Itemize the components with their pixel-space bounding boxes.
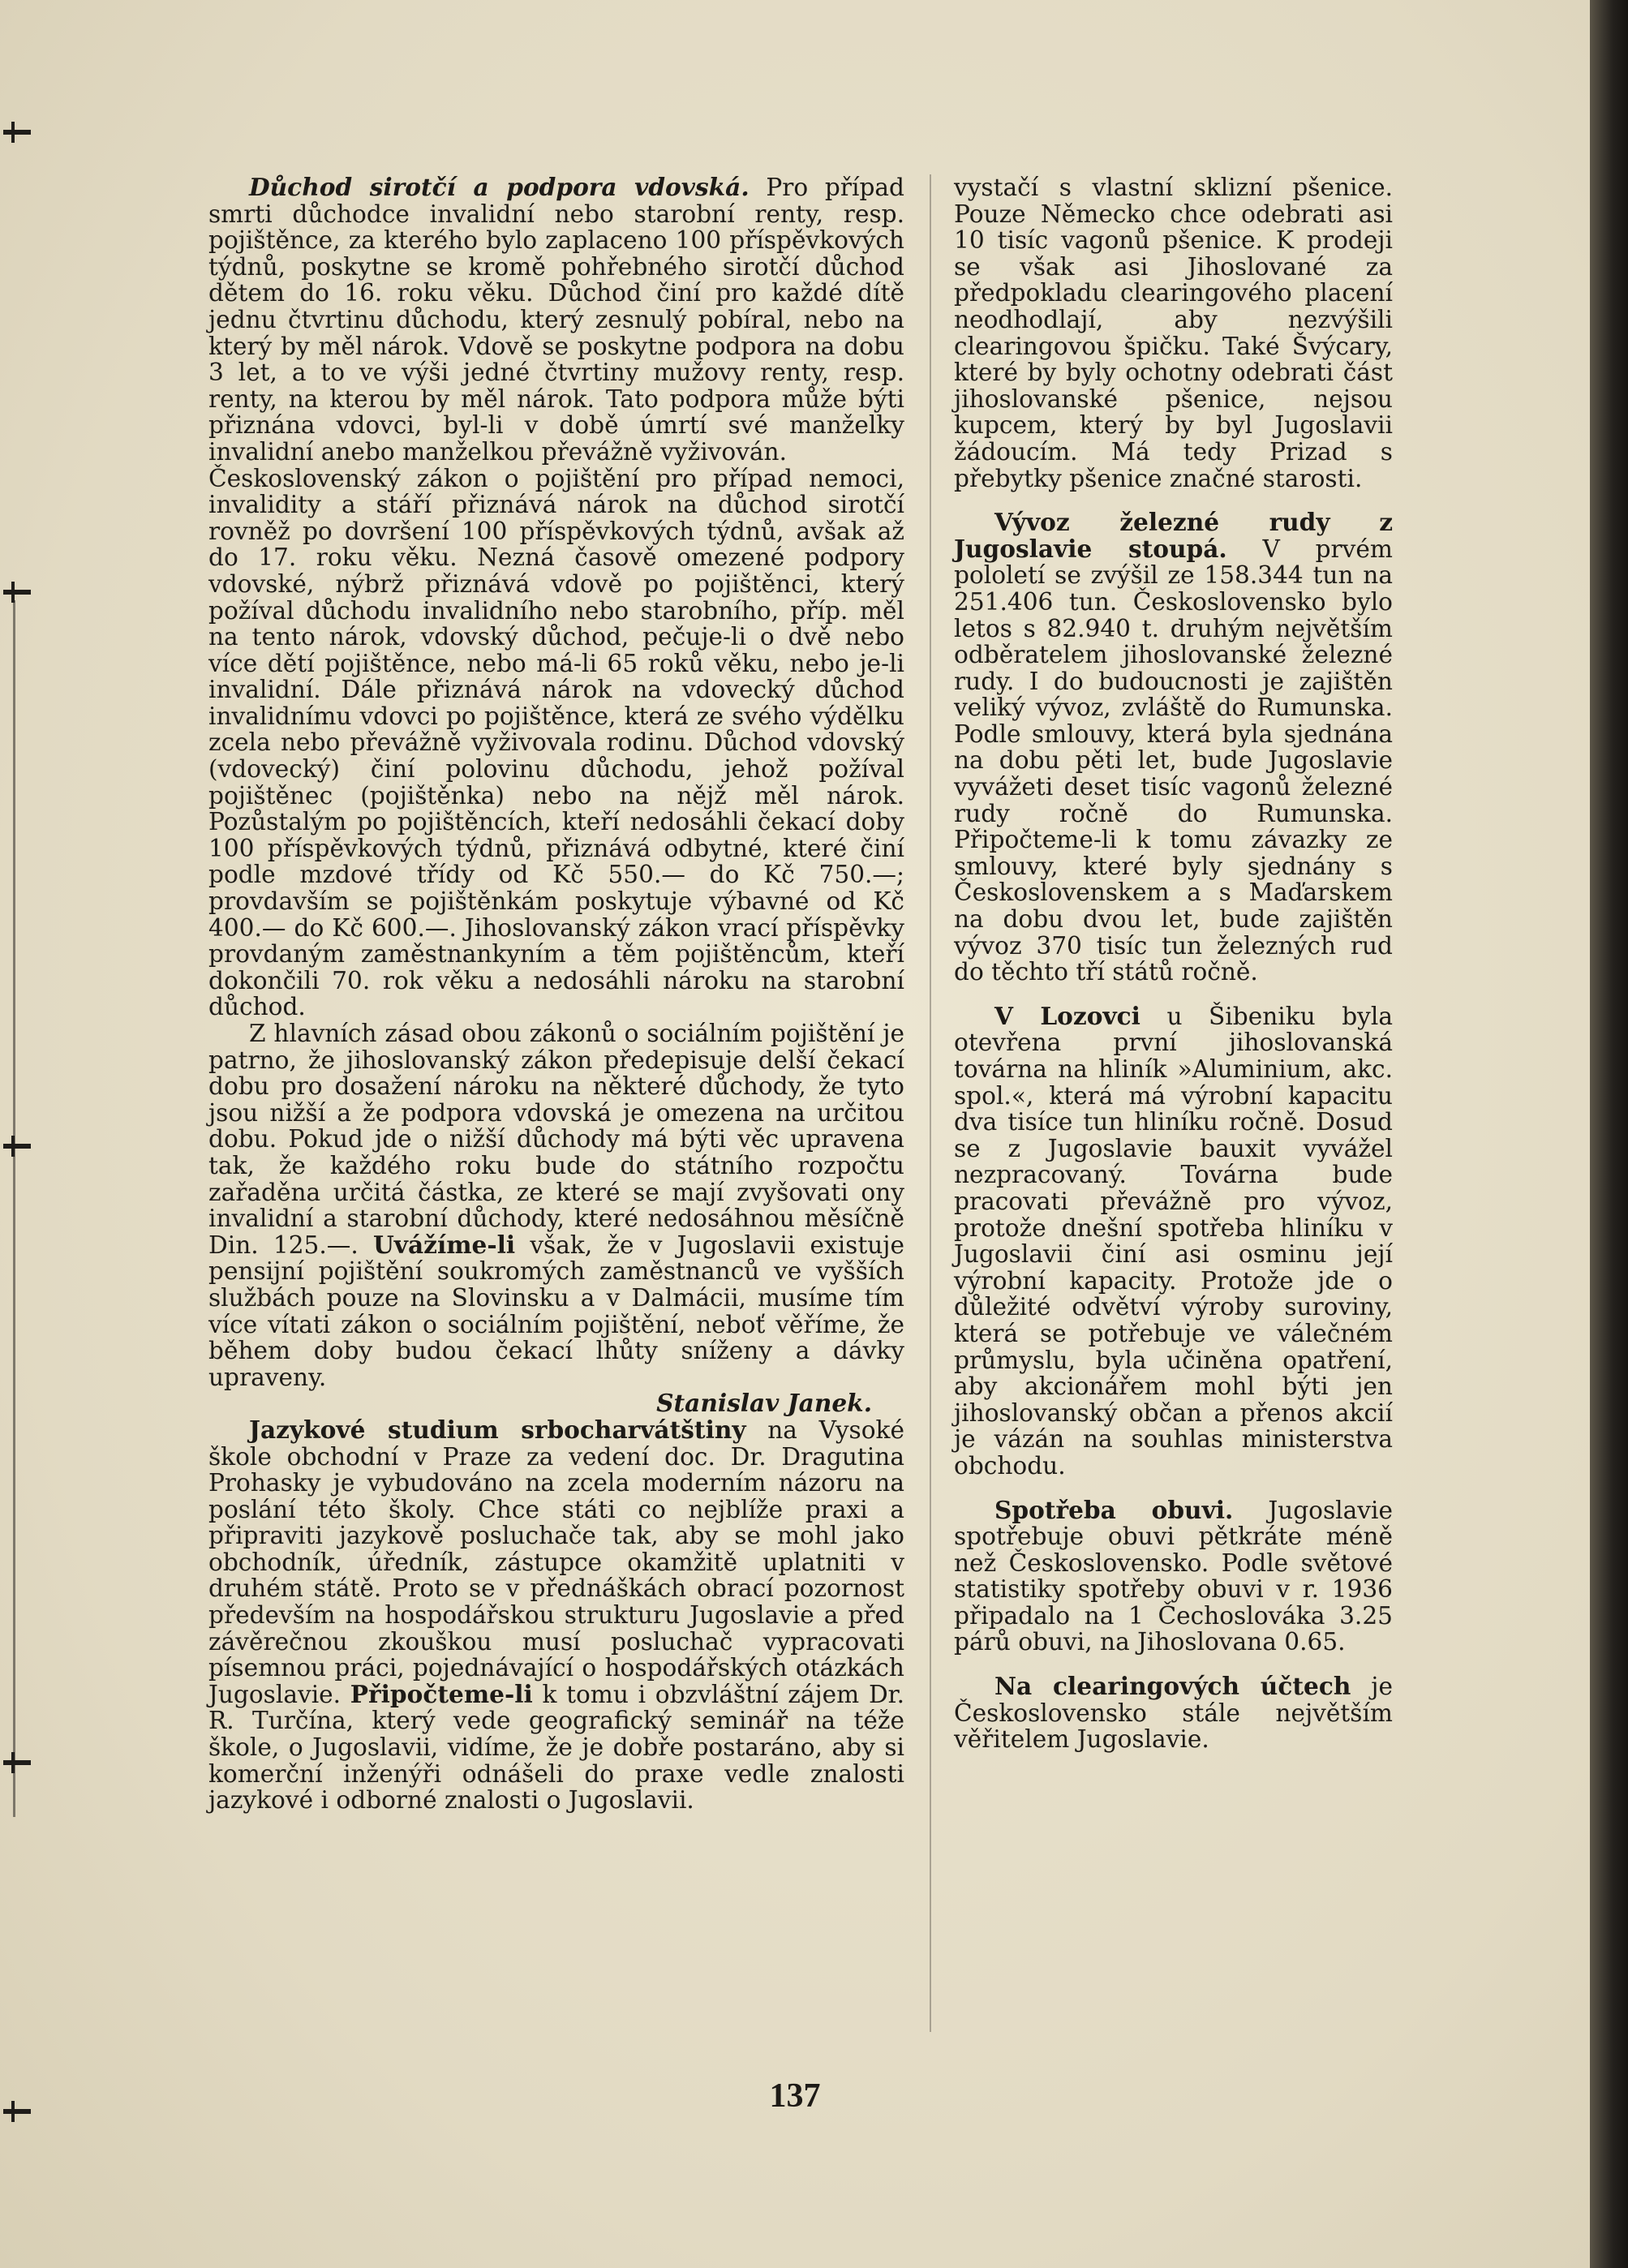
binding-mark bbox=[3, 1760, 31, 1765]
right-column bbox=[954, 174, 1393, 1753]
binding-line bbox=[13, 600, 15, 1817]
paragraph-orphan-pension bbox=[208, 174, 904, 466]
heading-iron-ore: Vývoz železné rudy bbox=[994, 508, 1330, 537]
paragraph-czechoslovak-law bbox=[208, 466, 904, 1020]
heading-language-study: Jazykové studium srbocharvátštiny bbox=[249, 1415, 746, 1444]
paragraph-text: však, že v Jugoslavii existuje pensijní pojištění soukromých zaměstnanců ve vyšších službách pouze na Slovinsku a v Dalmácii, musíme tím více vítati zákon o sociálním pojištění, neboť věříme, že během doby budou čekací lhůty sníženy a dávky upraveny. bbox=[208, 1231, 904, 1391]
left-column bbox=[208, 174, 904, 1814]
heading-footwear: Spotřeba obuvi. bbox=[994, 1495, 1234, 1524]
paragraph-text: Z hlavních zásad obou zákonů o sociálním pojištění je patrno, že jihoslovanský zákon předepisuje delší čekací dobu pro dosažení nároku na některé důchody, že tyto jsou nižší a že podpora vdovská je omezena na určitou dobu. Pokud jde o nižší důchody má býti věc upravena tak, že každého roku bude do státního rozpočtu zařaděna určitá částka, ze které se mají zvyšovati ony invalidní a starobní důchody, které nedosáhnou měsíčně Din. 125.—. bbox=[208, 1020, 904, 1259]
paragraph-wheat-continued bbox=[954, 174, 1393, 492]
binding-mark bbox=[3, 590, 31, 595]
paragraph-iron-ore bbox=[954, 509, 1393, 986]
author-signature: Stanislav Janek. bbox=[656, 1389, 872, 1418]
binding-mark bbox=[3, 1144, 31, 1149]
paragraph-text: Československý zákon o pojištění pro případ nemoci, invalidity a stáří přiznává nárok na důchod sirotčí rovněž po dovršení 100 příspěvkových týdnů, avšak až do 17. roku věku. Nezná časově omezené podpory vdovské, nýbrž přiznává vdově po pojištěnci, který požíval důchodu invalidního nebo starobního, příp. měl na tento nárok, vdovský důchod, pečuje-li o dvě nebo více dětí pojištěnce, nebo má-li 65 roků věku, nebo je-li invalidní. Dále přiznává nárok na vdovecký důchod invalidnímu vdovci po pojištěnce, která ze svého výdělku zcela nebo převážně vyživovala rodinu. Důchod vdovský (vdovecký) činí polovinu důchodu, jehož požíval pojištěnec (pojištěnka) nebo na nějž měl nárok. Pozůstalým po pojištěncích, kteří nedosáhli čekací doby 100 příspěvkových týdnů, přiznává odbytné, které činí podle mzdové třídy od Kč 550.— do Kč 750.—; provdavším se pojištěnkám poskytuje výbavné od Kč 400.— do Kč 600.—. Jihoslovanský zákon vrací příspěvky provdaným zaměstnankyním a těm pojištěncům, kteří dokončili 70. rok věku a nedosáhli nároku na starobní důchod. bbox=[208, 464, 904, 1021]
paragraph-comparison bbox=[208, 1020, 904, 1390]
paragraph-text: Pro případ smrti důchodce invalidní nebo starobní renty, resp. pojištěnce, za kterého bylo zaplaceno 100 příspěvkových týdnů, poskytne se kromě pohřebného sirotčí důchod dětem do 16. roku věku. Důchod činí pro každé dítě jednu čtvrtinu důchodu, který zesnulý pobíral, nebo na který by měl nárok. Vdově se poskytne podpora na dobu 3 let, a to ve výši jedné čtvrtiny mužovy renty, resp. renty, na kterou by měl nárok. Tato podpora může býti přiznána vdovci, byl-li v době úmrtí své manželky invalidní anebo manželkou převážně vyživován. bbox=[208, 174, 904, 466]
paragraph-text: Jugoslavie spotřebuje obuvi pětkráte méně než Československo. Podle světové statistiky spotřeby obuvi v r. 1936 připadalo na 1 Čechoslováka 3.25 párů obuvi, na Jihoslovana 0.65. bbox=[954, 1496, 1393, 1656]
paragraph-aluminium bbox=[954, 1003, 1393, 1480]
scan-edge bbox=[1590, 0, 1628, 2268]
heading-clearing: Na clearingových účtech bbox=[994, 1672, 1351, 1701]
heading-aluminium: V Lozovci bbox=[994, 1001, 1140, 1030]
heading-orphan-pension: Důchod sirotčí a podpora vdovská. bbox=[249, 173, 750, 201]
paragraph-text: na Vysoké škole obchodní v Praze za vedení doc. Dr. Dragutina Prohasky je vybudováno na zcela moderním názoru na poslání této školy. Chce státi co nejblíže praxi a připraviti jazykově posluchače tak, aby se mohl jako obchodník, úředník, zástupce okamžitě uplatniti v druhém státě. Proto se v přednáškách obrací pozornost především na hospodářskou strukturu Jugoslavie a před závěrečnou zkouškou musí posluchač vypracovati písemnou práci, pojednávající o hospodářských otázkách Jugoslavie. bbox=[208, 1415, 904, 1708]
paragraph-footwear bbox=[954, 1497, 1393, 1656]
paragraph-text: vystačí s vlastní sklizní pšenice. Pouze Německo chce odebrati asi 10 tisíc vagonů pšenice. K prodeji se však asi Jihoslované za předpokladu clearingového placení neodhodlají, aby nezvýšili clearingovou špičku. Také Švýcary, které by byly ochotny odebrati část jihoslovanské pšenice, nejsou kupcem, který by byl Jugoslavii žádoucím. Má tedy Prizad s přebytky pšenice značné starosti. bbox=[954, 174, 1393, 492]
paragraph-text: u Šibeniku byla otevřena první jihoslovanská továrna na hliník »Aluminium, akc. spol.«, která má výrobní kapacitu dva tisíce tun hliníku ročně. Dosud se z Jugoslavie bauxit vyvážel nezpracovaný. Továrna bude pracovati převážně pro vývoz, protože dnešní spotřeba hliníku v Jugoslavii činí asi osminu její výrobní kapacity. Protože jde o důležité odvětví výroby suroviny, která se potřebuje ve válečném průmyslu, byla učiněna opatření, aby akcionářem mohl býti jen jihoslovanský občan a přenos akcií je vázán na souhlas ministerstva obchodu. bbox=[954, 1002, 1393, 1480]
column-divider bbox=[930, 174, 931, 2032]
subheading-text: z Jugoslavie stoupá. bbox=[954, 508, 1393, 563]
binding-mark bbox=[3, 2109, 31, 2114]
page-number: 137 bbox=[769, 2077, 821, 2115]
binding-mark bbox=[3, 130, 31, 135]
paragraph-text: V prvém pololetí se zvýšil ze 158.344 tun na 251.406 tun. Československo bylo letos s 82.940 t. druhým největším odběratelem jihoslovanské železné rudy. I do budoucnosti je zajištěn veliký vývoz, zvláště do Rumunska. Podle smlouvy, která byla sjednána na dobu pěti let, bude Jugoslavie vyvážeti deset tisíc vagonů železné rudy ročně do Rumunska. Připočteme-li k tomu závazky ze smlouvy, které byly sjednány s Československem a s Maďarskem na dobu dvou let, bude zajištěn vývoz 370 tisíc tun železných rud do těchto tří států ročně. bbox=[954, 535, 1393, 986]
paragraph-language-study bbox=[208, 1417, 904, 1814]
paragraph-text: k tomu i obzvláštní zájem Dr. R. Turčína, který vede geografický seminář na téže škole, o Jugoslavii, vidíme, že je dobře postaráno, aby si komerční inženýři odnášeli do praxe vedle znalosti jazykové i odborné znalosti o Jugoslavii. bbox=[208, 1680, 904, 1815]
emphasis-text: Připočteme-li bbox=[350, 1679, 533, 1708]
paragraph-clearing bbox=[954, 1673, 1393, 1753]
paragraph-text: je Československo stále největším věřitelem Jugoslavie. bbox=[954, 1673, 1393, 1754]
emphasis-text: Uvážíme-li bbox=[372, 1230, 516, 1259]
